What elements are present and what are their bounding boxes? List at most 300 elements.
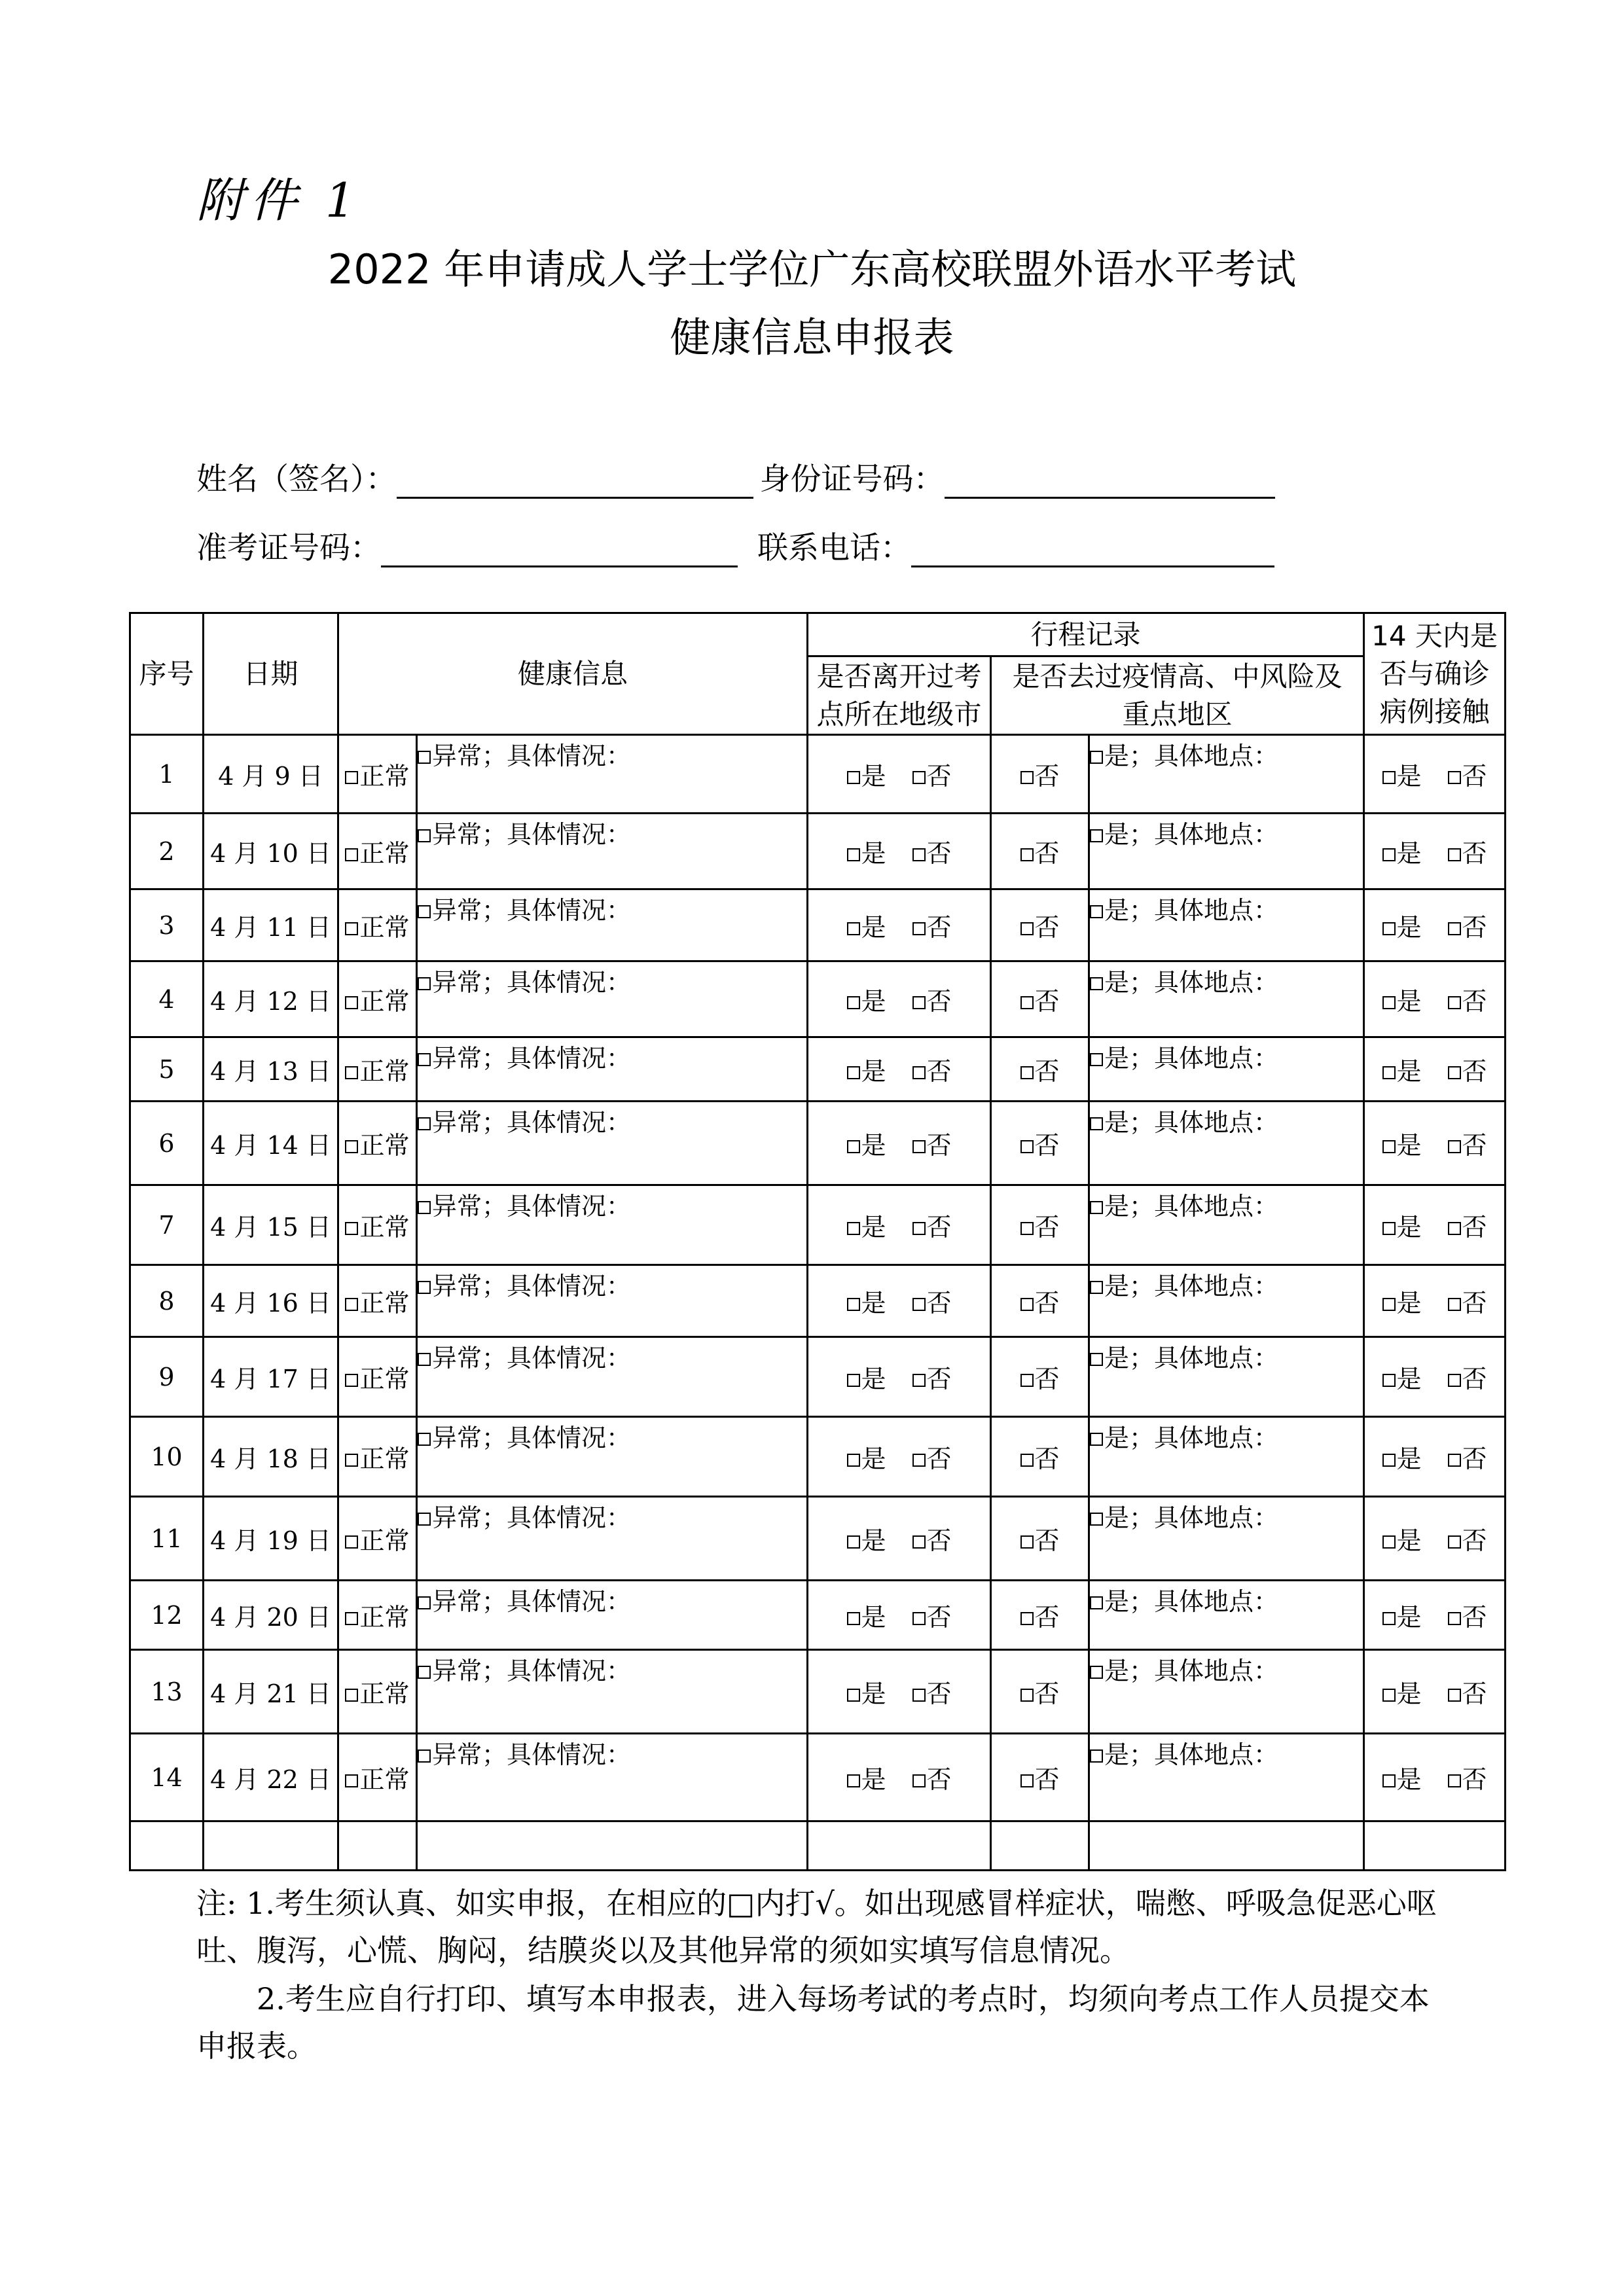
risk-area-yes-checkbox[interactable] [1090, 1513, 1103, 1526]
contact-no-checkbox[interactable] [1448, 922, 1461, 935]
normal-label: 正常 [359, 1131, 410, 1160]
form-title: 2022 年申请成人学士学位广东高校联盟外语水平考试 [327, 245, 1297, 293]
note-2: 2.考生应自行打印、填写本申报表，进入每场考试的考点时，均须向考点工作人员提交本申报表。 [196, 1981, 1430, 2064]
health-abnormal-checkbox[interactable] [418, 1053, 431, 1066]
normal-label: 正常 [359, 1526, 410, 1555]
health-abnormal-checkbox[interactable] [418, 1281, 431, 1294]
header-risk-area: 是否去过疫情高、中风险及重点地区 [991, 656, 1364, 735]
risk-area-yes-checkbox[interactable] [1090, 1749, 1103, 1763]
health-abnormal-cell[interactable] [417, 735, 808, 814]
health-abnormal-cell[interactable] [417, 1037, 808, 1102]
contact-cell [1364, 889, 1506, 961]
contact-yes-checkbox[interactable] [1382, 1454, 1396, 1467]
left-city-yes-checkbox[interactable] [847, 1140, 860, 1153]
yes-place-label: 是；具体地点： [1104, 1192, 1279, 1221]
no-label: 否 [1034, 762, 1060, 791]
left-city-yes-checkbox[interactable] [847, 1374, 860, 1387]
normal-label: 正常 [359, 1213, 410, 1242]
health-abnormal-checkbox[interactable] [418, 1666, 431, 1679]
risk-area-no-checkbox[interactable] [1020, 1066, 1034, 1079]
risk-area-no-cell [991, 889, 1089, 961]
empty-cell[interactable] [417, 1821, 808, 1871]
health-normal-checkbox[interactable] [345, 1535, 358, 1549]
normal-label: 正常 [359, 987, 410, 1016]
normal-label: 正常 [359, 762, 410, 791]
yes-place-label: 是；具体地点： [1104, 1657, 1279, 1685]
health-abnormal-checkbox[interactable] [418, 905, 431, 918]
risk-area-yes-cell[interactable] [1089, 735, 1364, 814]
risk-area-yes-cell[interactable] [1089, 1102, 1364, 1185]
abnormal-label: 异常；具体情况： [432, 820, 632, 849]
risk-area-yes-checkbox[interactable] [1090, 1201, 1103, 1214]
risk-area-no-cell [991, 1265, 1089, 1337]
table-row [130, 1650, 1506, 1734]
empty-cell[interactable] [1364, 1821, 1506, 1871]
risk-area-no-checkbox[interactable] [1020, 1374, 1034, 1387]
name-label: 姓名（签名）： [196, 461, 397, 497]
contact-no-checkbox[interactable] [1448, 1140, 1461, 1153]
health-normal-cell [338, 1037, 417, 1102]
left-city-yes-checkbox[interactable] [847, 1535, 860, 1549]
no-label: 否 [926, 987, 952, 1016]
health-normal-cell [338, 961, 417, 1037]
contact-cell [1364, 1650, 1506, 1734]
risk-area-yes-cell[interactable] [1089, 1185, 1364, 1265]
left-city-yes-checkbox[interactable] [847, 1689, 860, 1702]
row-seq: 9 [130, 1337, 204, 1417]
risk-area-no-checkbox[interactable] [1020, 1689, 1034, 1702]
left-city-no-checkbox[interactable] [912, 1689, 926, 1702]
no-label: 否 [1034, 1213, 1060, 1242]
contact-yes-checkbox[interactable] [1382, 1374, 1396, 1387]
health-abnormal-cell[interactable] [417, 961, 808, 1037]
table-row [130, 735, 1506, 814]
health-normal-cell [338, 1650, 417, 1734]
yes-label: 是 [861, 987, 886, 1016]
no-label: 否 [926, 762, 952, 791]
contact-cell [1364, 1185, 1506, 1265]
risk-area-no-cell [991, 1102, 1089, 1185]
health-normal-checkbox[interactable] [345, 1140, 358, 1153]
contact-yes-checkbox[interactable] [1382, 1535, 1396, 1549]
id-label: 身份证号码： [759, 461, 945, 497]
yes-place-label: 是；具体地点： [1104, 1272, 1279, 1300]
attachment-label: 附件 1 [196, 173, 362, 228]
risk-area-yes-cell[interactable] [1089, 1581, 1364, 1650]
risk-area-no-checkbox[interactable] [1020, 771, 1034, 784]
left-city-no-checkbox[interactable] [912, 1066, 926, 1079]
no-label: 否 [926, 1213, 952, 1242]
yes-label: 是 [1396, 987, 1422, 1016]
left-city-no-checkbox[interactable] [912, 922, 926, 935]
health-normal-cell [338, 1497, 417, 1581]
left-city-no-checkbox[interactable] [912, 1374, 926, 1387]
left-city-yes-checkbox[interactable] [847, 1454, 860, 1467]
left-city-yes-checkbox[interactable] [847, 996, 860, 1009]
left-city-cell [808, 1265, 991, 1337]
info-row-1 [196, 455, 1282, 499]
left-city-cell [808, 961, 991, 1037]
risk-area-no-checkbox[interactable] [1020, 848, 1034, 861]
row-seq: 11 [130, 1497, 204, 1581]
health-normal-checkbox[interactable] [345, 1374, 358, 1387]
yes-place-label: 是；具体地点： [1104, 1503, 1279, 1532]
risk-area-yes-cell[interactable] [1089, 814, 1364, 889]
no-label: 否 [1034, 913, 1060, 942]
no-label: 否 [1462, 1057, 1487, 1086]
risk-area-yes-cell[interactable] [1089, 1497, 1364, 1581]
normal-label: 正常 [359, 1289, 410, 1318]
abnormal-label: 异常；具体情况： [432, 1424, 632, 1452]
contact-no-checkbox[interactable] [1448, 1454, 1461, 1467]
table-row [130, 1102, 1506, 1185]
left-city-cell [808, 1581, 991, 1650]
ticket-number-field[interactable] [381, 537, 738, 567]
yes-label: 是 [1396, 1679, 1422, 1708]
contact-yes-checkbox[interactable] [1382, 1612, 1396, 1625]
no-label: 否 [1462, 762, 1487, 791]
no-label: 否 [1462, 913, 1487, 942]
contact-yes-checkbox[interactable] [1382, 1066, 1396, 1079]
health-abnormal-cell[interactable] [417, 814, 808, 889]
no-label: 否 [926, 1526, 952, 1555]
left-city-no-checkbox[interactable] [912, 1774, 926, 1787]
no-label: 否 [1462, 1131, 1487, 1160]
no-label: 否 [1462, 1444, 1487, 1473]
risk-area-yes-cell[interactable] [1089, 1734, 1364, 1821]
row-seq: 8 [130, 1265, 204, 1337]
header-contact: 14 天内是否与确诊病例接触 [1364, 613, 1506, 735]
contact-yes-checkbox[interactable] [1382, 1222, 1396, 1235]
risk-area-yes-checkbox[interactable] [1090, 829, 1103, 842]
id-number-field[interactable] [945, 468, 1275, 499]
yes-label: 是 [1396, 1765, 1422, 1794]
left-city-no-checkbox[interactable] [912, 771, 926, 784]
left-city-no-checkbox[interactable] [912, 1454, 926, 1467]
yes-place-label: 是；具体地点： [1104, 1108, 1279, 1137]
empty-cell[interactable] [204, 1821, 338, 1871]
left-city-no-checkbox[interactable] [912, 1140, 926, 1153]
contact-yes-checkbox[interactable] [1382, 1140, 1396, 1153]
left-city-no-checkbox[interactable] [912, 1298, 926, 1311]
empty-cell[interactable] [338, 1821, 417, 1871]
health-normal-checkbox[interactable] [345, 922, 358, 935]
health-abnormal-checkbox[interactable] [418, 1433, 431, 1446]
contact-yes-checkbox[interactable] [1382, 771, 1396, 784]
risk-area-yes-checkbox[interactable] [1090, 751, 1103, 764]
left-city-no-checkbox[interactable] [912, 1222, 926, 1235]
risk-area-yes-checkbox[interactable] [1090, 1053, 1103, 1066]
risk-area-no-checkbox[interactable] [1020, 1774, 1034, 1787]
no-label: 否 [926, 1131, 952, 1160]
row-seq: 7 [130, 1185, 204, 1265]
table-row [130, 1417, 1506, 1497]
left-city-yes-checkbox[interactable] [847, 1298, 860, 1311]
contact-no-checkbox[interactable] [1448, 1689, 1461, 1702]
left-city-no-checkbox[interactable] [912, 1535, 926, 1549]
health-normal-cell [338, 1102, 417, 1185]
health-abnormal-cell[interactable] [417, 1337, 808, 1417]
yes-place-label: 是；具体地点： [1104, 1587, 1279, 1616]
row-date: 4 月 22 日 [204, 1734, 338, 1821]
contact-no-checkbox[interactable] [1448, 1298, 1461, 1311]
empty-cell[interactable] [808, 1821, 991, 1871]
risk-area-yes-checkbox[interactable] [1090, 1433, 1103, 1446]
risk-area-no-cell [991, 1417, 1089, 1497]
health-abnormal-checkbox[interactable] [418, 1513, 431, 1526]
no-label: 否 [926, 1765, 952, 1794]
empty-cell[interactable] [1089, 1821, 1364, 1871]
left-city-yes-checkbox[interactable] [847, 922, 860, 935]
yes-place-label: 是；具体地点： [1104, 1044, 1279, 1073]
contact-no-checkbox[interactable] [1448, 848, 1461, 861]
health-abnormal-cell[interactable] [417, 889, 808, 961]
health-abnormal-checkbox[interactable] [418, 1596, 431, 1609]
yes-label: 是 [1396, 762, 1422, 791]
left-city-cell [808, 1102, 991, 1185]
abnormal-label: 异常；具体情况： [432, 1657, 632, 1685]
row-seq: 6 [130, 1102, 204, 1185]
health-normal-cell [338, 1185, 417, 1265]
contact-yes-checkbox[interactable] [1382, 1298, 1396, 1311]
health-abnormal-cell[interactable] [417, 1650, 808, 1734]
yes-label: 是 [861, 1289, 886, 1318]
health-normal-checkbox[interactable] [345, 1689, 358, 1702]
contact-cell [1364, 961, 1506, 1037]
contact-no-checkbox[interactable] [1448, 996, 1461, 1009]
yes-label: 是 [861, 1131, 886, 1160]
risk-area-no-checkbox[interactable] [1020, 996, 1034, 1009]
no-label: 否 [1462, 839, 1487, 868]
form-subtitle: 健康信息申报表 [670, 314, 954, 361]
left-city-cell [808, 889, 991, 961]
risk-area-no-cell [991, 1734, 1089, 1821]
yes-place-label: 是；具体地点： [1104, 820, 1279, 849]
left-city-yes-checkbox[interactable] [847, 771, 860, 784]
contact-yes-checkbox[interactable] [1382, 848, 1396, 861]
no-label: 否 [1034, 1679, 1060, 1708]
row-date: 4 月 20 日 [204, 1581, 338, 1650]
risk-area-no-checkbox[interactable] [1020, 1612, 1034, 1625]
health-abnormal-checkbox[interactable] [418, 751, 431, 764]
yes-label: 是 [1396, 1213, 1422, 1242]
yes-label: 是 [861, 1526, 886, 1555]
health-abnormal-cell[interactable] [417, 1185, 808, 1265]
risk-area-no-checkbox[interactable] [1020, 1222, 1034, 1235]
no-label: 否 [1034, 1365, 1060, 1393]
health-normal-checkbox[interactable] [345, 1222, 358, 1235]
table-row [130, 1265, 1506, 1337]
yes-place-label: 是；具体地点： [1104, 742, 1279, 770]
contact-no-checkbox[interactable] [1448, 1374, 1461, 1387]
yes-label: 是 [1396, 1365, 1422, 1393]
yes-label: 是 [861, 762, 886, 791]
row-date: 4 月 10 日 [204, 814, 338, 889]
contact-yes-checkbox[interactable] [1382, 996, 1396, 1009]
health-abnormal-checkbox[interactable] [418, 977, 431, 990]
health-normal-cell [338, 1734, 417, 1821]
health-declaration-table [129, 612, 1506, 1871]
abnormal-label: 异常；具体情况： [432, 1192, 632, 1221]
row-seq: 14 [130, 1734, 204, 1821]
risk-area-no-checkbox[interactable] [1020, 1454, 1034, 1467]
abnormal-label: 异常；具体情况： [432, 1272, 632, 1300]
risk-area-yes-cell[interactable] [1089, 1417, 1364, 1497]
empty-row [130, 1821, 1506, 1871]
health-normal-checkbox[interactable] [345, 1774, 358, 1787]
risk-area-no-cell [991, 735, 1089, 814]
name-field[interactable] [397, 468, 753, 499]
health-abnormal-cell[interactable] [417, 1581, 808, 1650]
yes-label: 是 [1396, 839, 1422, 868]
health-abnormal-cell[interactable] [417, 1265, 808, 1337]
contact-cell [1364, 1581, 1506, 1650]
risk-area-yes-checkbox[interactable] [1090, 1666, 1103, 1679]
left-city-yes-checkbox[interactable] [847, 848, 860, 861]
health-abnormal-cell[interactable] [417, 1734, 808, 1821]
left-city-yes-checkbox[interactable] [847, 1774, 860, 1787]
no-label: 否 [1034, 987, 1060, 1016]
contact-no-checkbox[interactable] [1448, 1222, 1461, 1235]
risk-area-no-cell [991, 1650, 1089, 1734]
health-abnormal-cell[interactable] [417, 1102, 808, 1185]
risk-area-no-checkbox[interactable] [1020, 922, 1034, 935]
header-left-city: 是否离开过考点所在地级市 [808, 656, 991, 735]
contact-no-checkbox[interactable] [1448, 1066, 1461, 1079]
health-normal-cell [338, 889, 417, 961]
contact-no-checkbox[interactable] [1448, 1535, 1461, 1549]
no-label: 否 [1462, 1365, 1487, 1393]
left-city-cell [808, 1497, 991, 1581]
left-city-no-checkbox[interactable] [912, 848, 926, 861]
risk-area-yes-checkbox[interactable] [1090, 1281, 1103, 1294]
health-normal-checkbox[interactable] [345, 848, 358, 861]
health-abnormal-checkbox[interactable] [418, 1117, 431, 1130]
row-date: 4 月 21 日 [204, 1650, 338, 1734]
health-normal-cell [338, 1337, 417, 1417]
left-city-yes-checkbox[interactable] [847, 1222, 860, 1235]
row-seq: 4 [130, 961, 204, 1037]
yes-label: 是 [1396, 1057, 1422, 1086]
risk-area-yes-cell[interactable] [1089, 1650, 1364, 1734]
contact-no-checkbox[interactable] [1448, 771, 1461, 784]
row-date: 4 月 12 日 [204, 961, 338, 1037]
table-row [130, 1497, 1506, 1581]
row-date: 4 月 11 日 [204, 889, 338, 961]
contact-cell [1364, 1037, 1506, 1102]
health-abnormal-checkbox[interactable] [418, 1353, 431, 1366]
abnormal-label: 异常；具体情况： [432, 742, 632, 770]
contact-no-checkbox[interactable] [1448, 1612, 1461, 1625]
yes-place-label: 是；具体地点： [1104, 1740, 1279, 1769]
health-abnormal-checkbox[interactable] [418, 1201, 431, 1214]
health-normal-checkbox[interactable] [345, 1454, 358, 1467]
abnormal-label: 异常；具体情况： [432, 968, 632, 997]
left-city-cell [808, 814, 991, 889]
empty-cell[interactable] [130, 1821, 204, 1871]
health-normal-checkbox[interactable] [345, 771, 358, 784]
risk-area-no-cell [991, 1185, 1089, 1265]
normal-label: 正常 [359, 1679, 410, 1708]
yes-label: 是 [861, 1365, 886, 1393]
risk-area-yes-cell[interactable] [1089, 1265, 1364, 1337]
contact-yes-checkbox[interactable] [1382, 922, 1396, 935]
yes-label: 是 [861, 913, 886, 942]
risk-area-no-checkbox[interactable] [1020, 1140, 1034, 1153]
left-city-no-checkbox[interactable] [912, 996, 926, 1009]
risk-area-yes-cell[interactable] [1089, 1337, 1364, 1417]
row-date: 4 月 13 日 [204, 1037, 338, 1102]
health-abnormal-cell[interactable] [417, 1497, 808, 1581]
left-city-cell [808, 1037, 991, 1102]
left-city-yes-checkbox[interactable] [847, 1066, 860, 1079]
risk-area-yes-checkbox[interactable] [1090, 905, 1103, 918]
left-city-cell [808, 1650, 991, 1734]
contact-cell [1364, 1265, 1506, 1337]
risk-area-no-cell [991, 1037, 1089, 1102]
risk-area-no-checkbox[interactable] [1020, 1535, 1034, 1549]
phone-field[interactable] [911, 537, 1274, 567]
contact-cell [1364, 1734, 1506, 1821]
risk-area-yes-cell[interactable] [1089, 1037, 1364, 1102]
contact-cell [1364, 1337, 1506, 1417]
health-normal-checkbox[interactable] [345, 996, 358, 1009]
risk-area-yes-checkbox[interactable] [1090, 1353, 1103, 1366]
no-label: 否 [926, 1289, 952, 1318]
risk-area-yes-cell[interactable] [1089, 961, 1364, 1037]
risk-area-yes-checkbox[interactable] [1090, 977, 1103, 990]
contact-cell [1364, 1417, 1506, 1497]
left-city-cell [808, 1337, 991, 1417]
note-1: 注: 1.考生须认真、如实申报，在相应的□内打√。如出现感冒样症状，喘憋、呼吸急促恶心呕吐、腹泻，心慌、胸闷，结膜炎以及其他异常的须如实填写信息情况。 [196, 1886, 1437, 1968]
health-abnormal-cell[interactable] [417, 1417, 808, 1497]
health-abnormal-checkbox[interactable] [418, 829, 431, 842]
no-label: 否 [1462, 1603, 1487, 1632]
abnormal-label: 异常；具体情况： [432, 896, 632, 925]
contact-cell [1364, 1497, 1506, 1581]
abnormal-label: 异常；具体情况： [432, 1108, 632, 1137]
no-label: 否 [1462, 1213, 1487, 1242]
left-city-no-checkbox[interactable] [912, 1612, 926, 1625]
normal-label: 正常 [359, 839, 410, 868]
no-label: 否 [926, 913, 952, 942]
left-city-yes-checkbox[interactable] [847, 1612, 860, 1625]
risk-area-yes-checkbox[interactable] [1090, 1117, 1103, 1130]
risk-area-yes-checkbox[interactable] [1090, 1596, 1103, 1609]
row-date: 4 月 14 日 [204, 1102, 338, 1185]
yes-label: 是 [861, 1603, 886, 1632]
table-row [130, 1337, 1506, 1417]
health-normal-checkbox[interactable] [345, 1298, 358, 1311]
abnormal-label: 异常；具体情况： [432, 1344, 632, 1372]
header-health: 健康信息 [338, 613, 808, 735]
risk-area-yes-cell[interactable] [1089, 889, 1364, 961]
health-normal-checkbox[interactable] [345, 1612, 358, 1625]
health-abnormal-checkbox[interactable] [418, 1749, 431, 1763]
health-normal-checkbox[interactable] [345, 1066, 358, 1079]
risk-area-no-checkbox[interactable] [1020, 1298, 1034, 1311]
health-normal-cell [338, 814, 417, 889]
health-normal-cell [338, 735, 417, 814]
contact-yes-checkbox[interactable] [1382, 1689, 1396, 1702]
row-seq: 3 [130, 889, 204, 961]
no-label: 否 [926, 839, 952, 868]
no-label: 否 [926, 1057, 952, 1086]
contact-yes-checkbox[interactable] [1382, 1774, 1396, 1787]
table-row [130, 1037, 1506, 1102]
empty-cell[interactable] [991, 1821, 1089, 1871]
contact-no-checkbox[interactable] [1448, 1774, 1461, 1787]
